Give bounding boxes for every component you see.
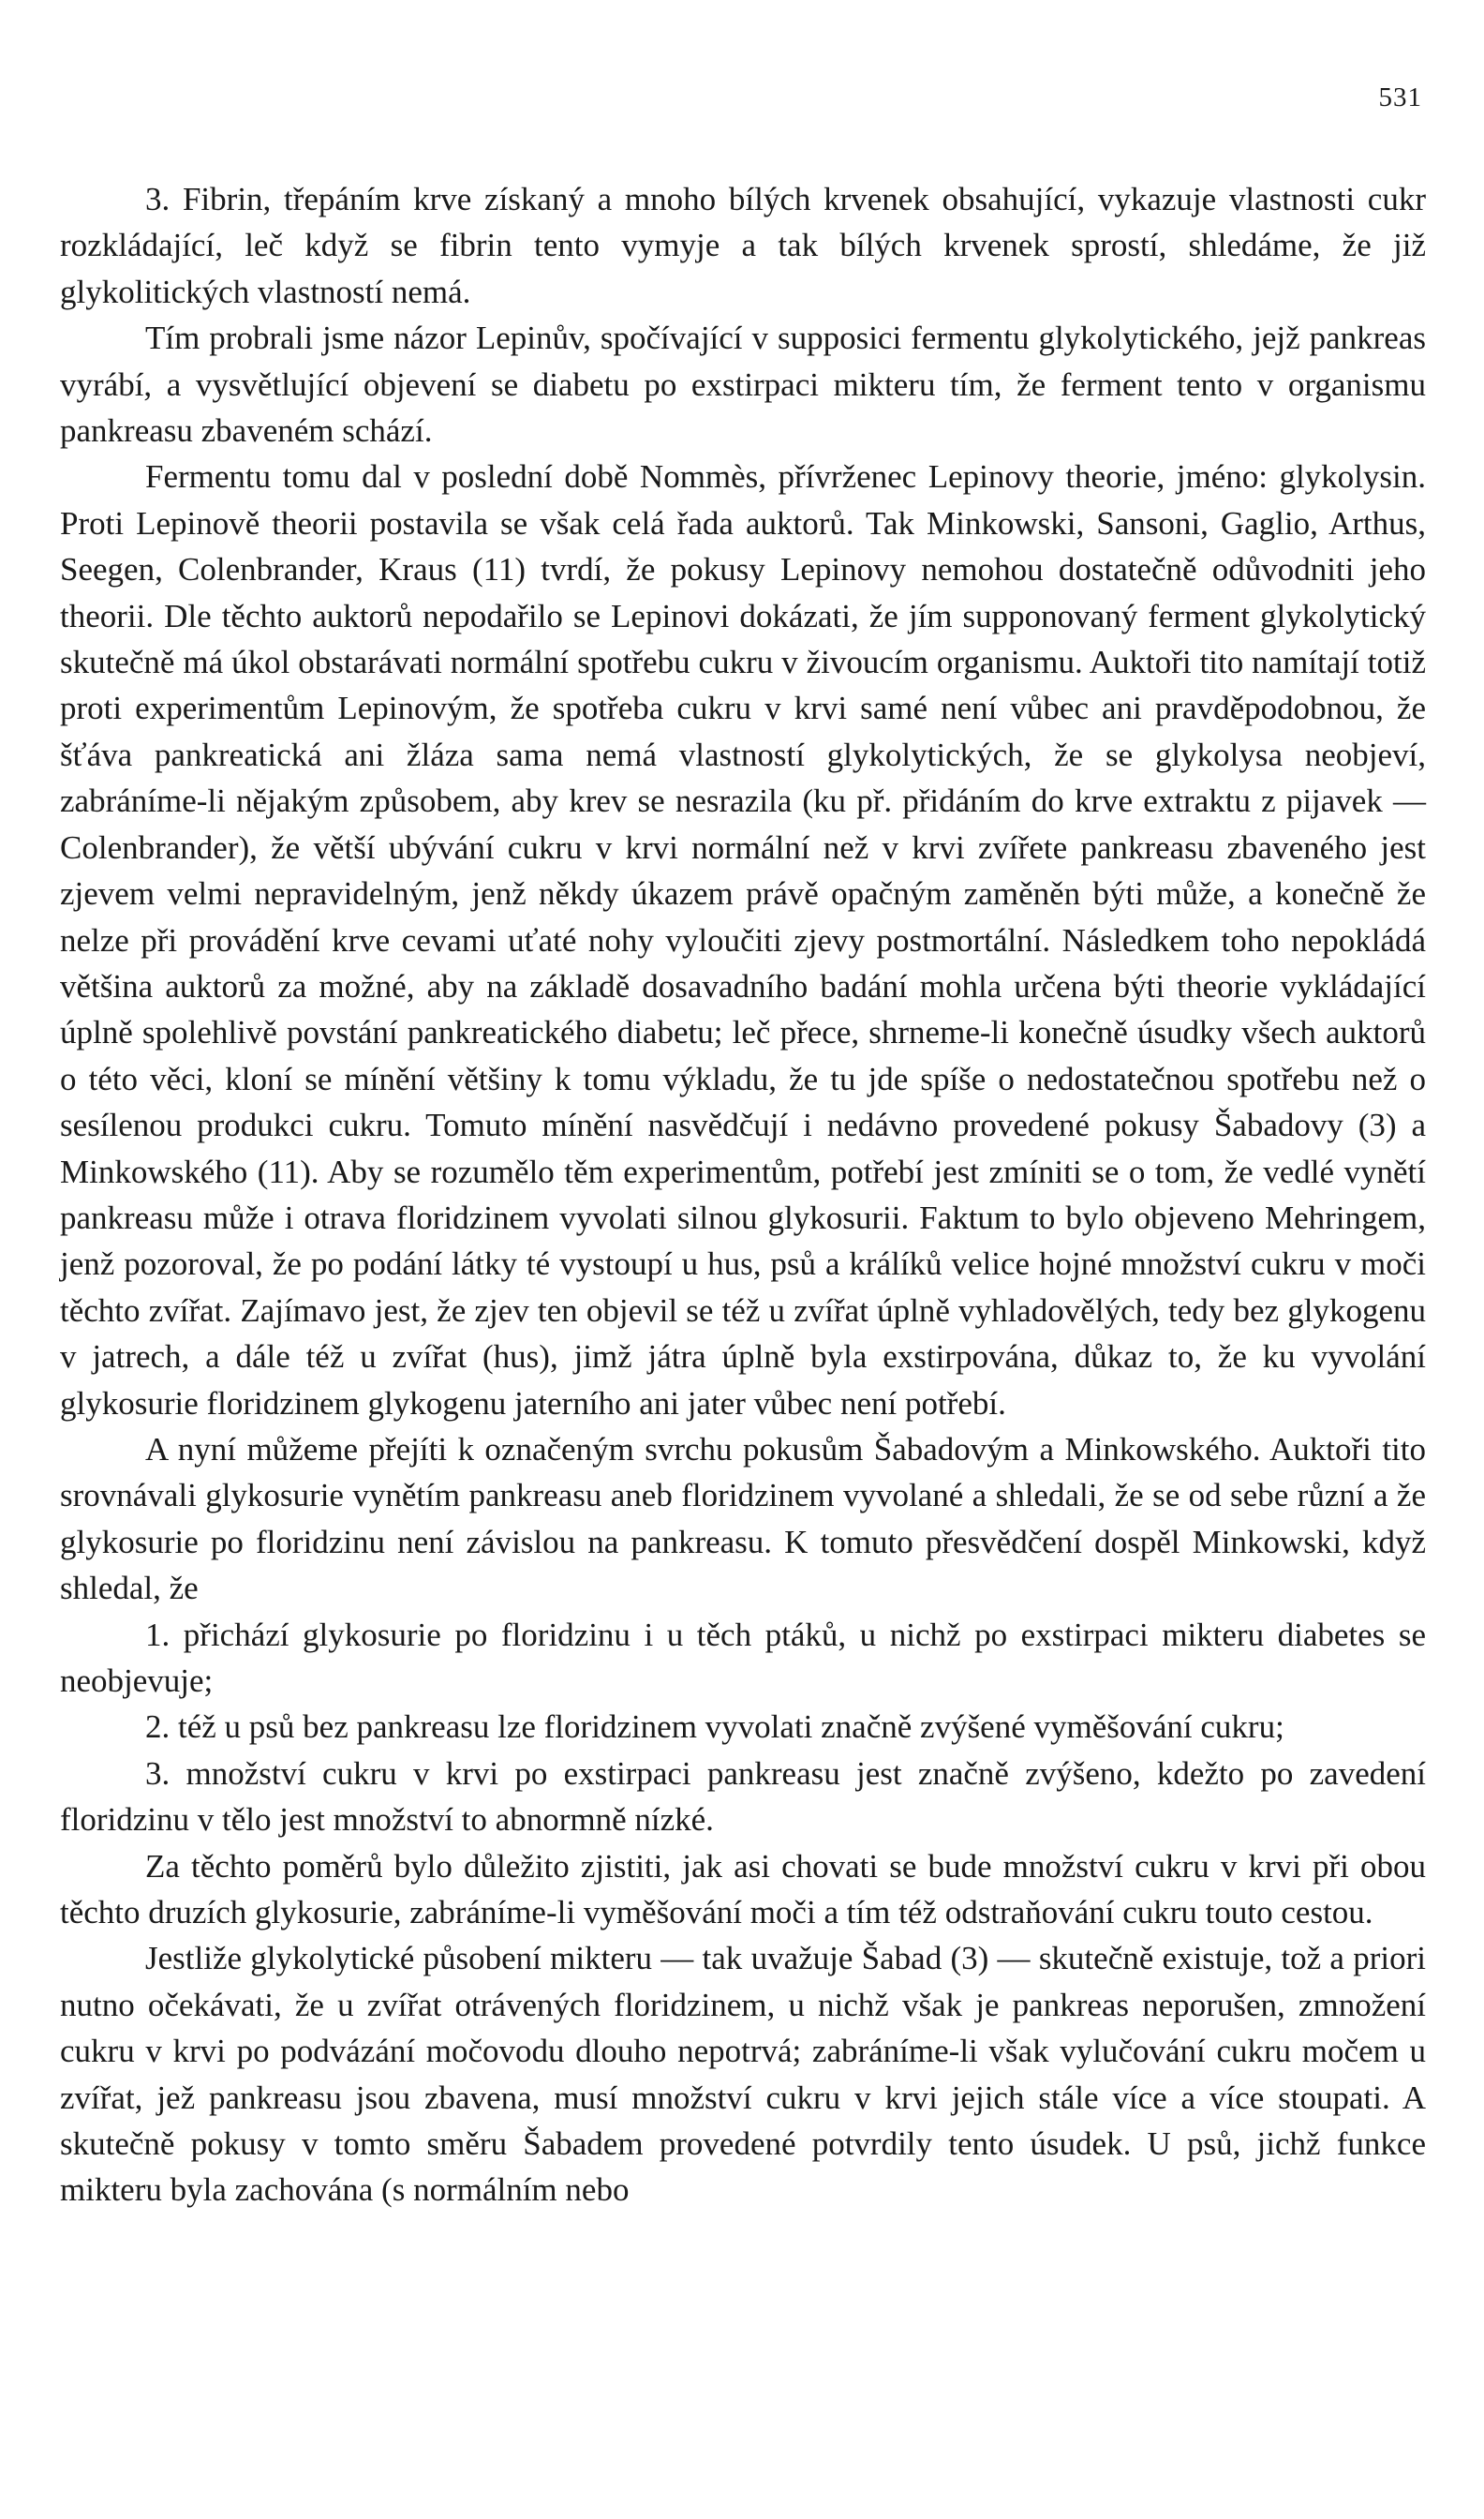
body-text	[60, 176, 1426, 2213]
paragraph-comparison: Za těchto poměrů bylo důležito zjistiti, jak asi chovati se bude množství cukru v krvi při obou těchto druzích glykosurie, zabráníme-li vyměšování moči a tím též odstraňování cukru touto cestou.	[60, 1847, 1426, 1931]
paragraph-glycolytic-action: Jestliže glykolytické působení mikteru — tak uvažuje Šabad (3) — skutečně existuje, tož a priori nutno očekávati, že u zvířat otrávených floridzinem, u nichž však je pankreas neporušen, zmnožení cukru v krvi po podvázání močovodu dlouho nepotrvá; zabráníme-li však vylučování cukru močem u zvířat, jež pankreasu jsou zbavena, musí množství cukru v krvi jejich stále více a více stoupati. A skutečně pokusy v tomto směru Šabadem provedené potvrdily tento úsudek. U psů, jichž funkce mikteru byla zachována (s normálním nebo	[60, 1940, 1426, 2209]
paragraph-fibrin: 3. Fibrin, třepáním krve získaný a mnoho bílých krvenek obsahující, vykazuje vlastnosti cukr rozkládající, leč když se fibrin tento vymyje a tak bílých krvenek sprostí, shledáme, že již glykolitických vlastností nemá.	[60, 181, 1426, 310]
paragraph-glykolysin: Fermentu tomu dal v poslední době Nommès, přívrženec Lepinovy theorie, jméno: glykolysin. Proti Lepinově theorii postavila se však celá řada auktorů. Tak Minkowski, Sansoni, Gaglio, Arthus, Seegen, Colenbrander, Kraus (11) tvrdí, že pokusy Lepinovy nemohou dostatečně odůvodniti jeho theorii. Dle těchto auktorů nepodařilo se Lepinovi dokázati, že jím supponovaný ferment glykolytický skutečně má úkol obstarávati normální spotřebu cukru v živoucím organismu. Auktoři tito namítají totiž proti experimentům Lepinovým, že spotřeba cukru v krvi samé není vůbec ani pravděpodobnou, že šťáva pankreatická ani žláza sama nemá vlastností glykolytických, že se glykolysa neobjeví, zabráníme-li nějakým způsobem, aby krev se nesrazila (ku př. přidáním do krve extraktu z pijavek — Colenbrander), že větší ubývání cukru v krvi normální než v krvi zvířete pankreasu zbaveného jest zjevem velmi nepravidelným, jenž někdy úkazem právě opačným zaměněn býti může, a konečně že nelze při provádění krve cevami uťaté nohy vyloučiti zjevy postmortální. Následkem toho nepokládá většina auktorů za možné, aby na základě dosavadního badání mohla určena býti theorie vykládající úplně spolehlivě povstání pankreatického diabetu; leč přece, shrneme-li konečně úsudky všech auktorů o této věci, kloní se mínění většiny k tomu výkladu, že tu jde spíše o nedostatečnou spotřebu než o sesílenou produkci cukru. Tomuto mínění nasvědčují i nedávno provedené pokusy Šabadovy (3) a Minkowského (11). Aby se rozumělo těm experimentům, potřebí jest zmíniti se o tom, že vedlé vynětí pankreasu může i otrava floridzinem vyvolati silnou glykosurii. Faktum to bylo objeveno Mehringem, jenž pozoroval, že po podání látky té vystoupí u hus, psů a králíků velice hojné množství cukru v moči těchto zvířat. Zajímavo jest, že zjev ten objevil se též u zvířat úplně vyhladovělých, tedy bez glykogenu v jatrech, a dále též u zvířat (hus), jimž játra úplně byla exstirpována, důkaz to, že ku vyvolání glykosurie floridzinem glykogenu jaterního ani jater vůbec není potřebí.	[60, 458, 1426, 1422]
paragraph-lepine-theory: Tím probrali jsme názor Lepinův, spočívající v supposici fermentu glykolytického, jejž pankreas vyrábí, a vysvětlující objevení se diabetu po exstirpaci mikteru tím, že ferment tento v organismu pankreasu zbaveném schází.	[60, 320, 1426, 450]
paragraph-sabad-minkowski: A nyní můžeme přejíti k označeným svrchu pokusům Šabadovým a Minkowského. Auktoři tito srovnávali glykosurie vynětím pankreasu aneb floridzinem vyvolané a shledali, že se od sebe různí a že glykosurie po floridzinu není závislou na pankreasu. K tomuto přesvědčení dospěl Minkowski, když shledal, že	[60, 1430, 1426, 1607]
list-item-1: 1. přichází glykosurie po floridzinu i u těch ptáků, u nichž po exstirpaci mikteru diabetes se neobjevuje;	[60, 1616, 1426, 1699]
page-number: 531	[1378, 82, 1422, 112]
list-item-2: 2. též u psů bez pankreasu lze floridzinem vyvolati značně zvýšené vyměšování cukru;	[145, 1708, 1284, 1746]
list-item-3: 3. množství cukru v krvi po exstirpaci pankreasu jest značně zvýšeno, kdežto po zavedení floridzinu v tělo jest množství to abnormně nízké.	[60, 1754, 1426, 1839]
